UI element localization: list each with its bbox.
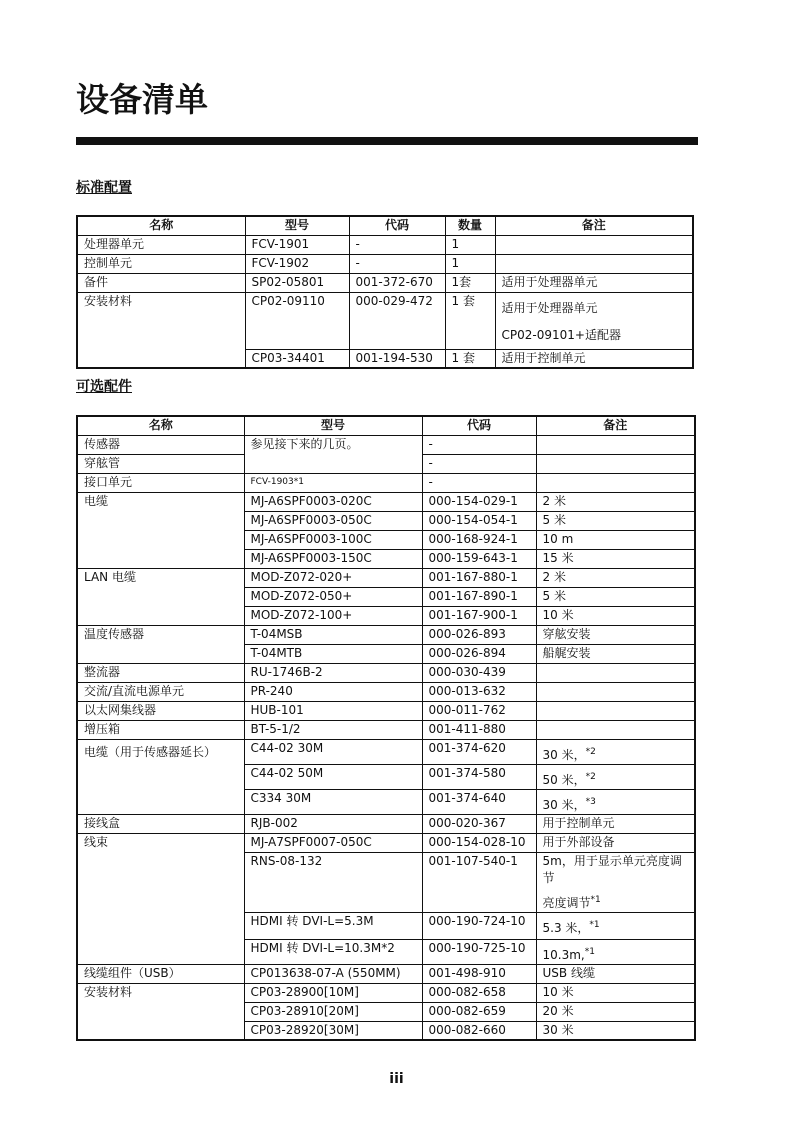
remarks-line: CP02-09101+适配器 bbox=[501, 327, 621, 342]
cell-remarks bbox=[536, 739, 695, 764]
table-header-row bbox=[77, 416, 695, 435]
table-row bbox=[77, 964, 695, 983]
table-row bbox=[77, 292, 693, 349]
cell-remarks bbox=[536, 912, 695, 939]
cell-name: 穿舷管 bbox=[77, 454, 244, 473]
remarks-text: 5m，用于显示单元亮度调节 bbox=[542, 853, 682, 885]
cell-code: 000-190-724-10 bbox=[422, 912, 536, 939]
header-model: 型号 bbox=[245, 216, 349, 235]
cell-qty: 1 套 bbox=[445, 292, 495, 349]
remarks-line bbox=[543, 892, 689, 912]
remarks-text: 亮度调节 bbox=[542, 895, 591, 910]
cell-model: CP03-28920[30M] bbox=[244, 1021, 422, 1040]
table-row bbox=[77, 435, 695, 454]
page-title: 设备清单 bbox=[76, 80, 208, 119]
cell-model: CP03-34401 bbox=[245, 349, 349, 368]
cell-name: 电缆 bbox=[77, 492, 244, 568]
header-name: 名称 bbox=[77, 416, 244, 435]
cell-model: CP03-28910[20M] bbox=[244, 1002, 422, 1021]
cell-remarks: 用于外部设备 bbox=[536, 833, 695, 852]
table-row bbox=[77, 983, 695, 1002]
table-row bbox=[77, 682, 695, 701]
cell-name: 安装材料 bbox=[77, 292, 245, 368]
table-row bbox=[77, 720, 695, 739]
cell-remarks: 10 m bbox=[536, 530, 695, 549]
cell-name: 传感器 bbox=[77, 435, 244, 454]
cell-name: 接口单元 bbox=[77, 473, 244, 492]
cell-remarks bbox=[536, 789, 695, 814]
footnote-mark: *1 bbox=[589, 919, 600, 930]
cell-code: 001-498-910 bbox=[422, 964, 536, 983]
cell-model: MJ-A6SPF0003-050C bbox=[244, 511, 422, 530]
footnote-mark: *1 bbox=[584, 946, 595, 957]
cell-model: FCV-1902 bbox=[245, 254, 349, 273]
remarks-text: 50 米， bbox=[542, 772, 586, 787]
cell-remarks: 5 米 bbox=[536, 587, 695, 606]
cell-qty: 1 套 bbox=[445, 349, 495, 368]
cell-code: 001-107-540-1 bbox=[422, 852, 536, 912]
cell-code: 000-082-658 bbox=[422, 983, 536, 1002]
cell-model: HUB-101 bbox=[244, 701, 422, 720]
cell-model: MOD-Z072-050+ bbox=[244, 587, 422, 606]
remarks-text: 30 米， bbox=[542, 747, 586, 762]
footnote-mark: *2 bbox=[585, 771, 596, 782]
cell-remarks: 用于控制单元 bbox=[536, 814, 695, 833]
cell-model: 参见接下来的几页。 bbox=[244, 435, 422, 473]
cell-code: 001-167-880-1 bbox=[422, 568, 536, 587]
cell-model: MOD-Z072-100+ bbox=[244, 606, 422, 625]
cell-remarks bbox=[495, 254, 693, 273]
cell-remarks bbox=[536, 720, 695, 739]
cell-code: 000-154-054-1 bbox=[422, 511, 536, 530]
table-row bbox=[77, 833, 695, 852]
header-qty: 数量 bbox=[445, 216, 495, 235]
title-rule bbox=[76, 137, 698, 145]
cell-code: 000-154-028-10 bbox=[422, 833, 536, 852]
cell-model: CP013638-07-A (550MM) bbox=[244, 964, 422, 983]
cell-name: 温度传感器 bbox=[77, 625, 244, 663]
table-row bbox=[77, 568, 695, 587]
cell-code: - bbox=[349, 254, 445, 273]
optional-heading: 可选配件 bbox=[76, 379, 132, 395]
table-row bbox=[77, 701, 695, 720]
cell-remarks: 5 米 bbox=[536, 511, 695, 530]
standard-heading: 标准配置 bbox=[76, 180, 132, 196]
cell-name: LAN 电缆 bbox=[77, 568, 244, 625]
cell-remarks bbox=[536, 454, 695, 473]
cell-model: MJ-A7SPF0007-050C bbox=[244, 833, 422, 852]
cell-code: 000-159-643-1 bbox=[422, 549, 536, 568]
cell-remarks: 10 米 bbox=[536, 983, 695, 1002]
header-code: 代码 bbox=[349, 216, 445, 235]
cell-model: MJ-A6SPF0003-150C bbox=[244, 549, 422, 568]
cell-remarks: 适用于处理器单元 bbox=[495, 273, 693, 292]
cell-model: T-04MTB bbox=[244, 644, 422, 663]
cell-name: 线缆组件（USB） bbox=[77, 964, 244, 983]
cell-code: 001-372-670 bbox=[349, 273, 445, 292]
cell-remarks: 船艉安装 bbox=[536, 644, 695, 663]
cell-remarks: 2 米 bbox=[536, 568, 695, 587]
cell-code: 000-020-367 bbox=[422, 814, 536, 833]
cell-remarks: 30 米 bbox=[536, 1021, 695, 1040]
cell-remarks bbox=[495, 292, 693, 349]
cell-name: 整流器 bbox=[77, 663, 244, 682]
cell-remarks: 适用于控制单元 bbox=[495, 349, 693, 368]
cell-name: 交流/直流电源单元 bbox=[77, 682, 244, 701]
cell-code: - bbox=[422, 454, 536, 473]
cell-code: 001-374-620 bbox=[422, 739, 536, 764]
remarks-line: 适用于处理器单元 bbox=[501, 300, 598, 315]
table-row bbox=[77, 663, 695, 682]
remarks-text: 5.3 米， bbox=[542, 920, 590, 935]
cell-remarks: 15 米 bbox=[536, 549, 695, 568]
cell-model: MOD-Z072-020+ bbox=[244, 568, 422, 587]
cell-model: RU-1746B-2 bbox=[244, 663, 422, 682]
cell-remarks bbox=[536, 473, 695, 492]
table-row bbox=[77, 814, 695, 833]
cell-name: 线束 bbox=[77, 833, 244, 964]
cell-name: 控制单元 bbox=[77, 254, 245, 273]
cell-qty: 1 bbox=[445, 254, 495, 273]
cell-remarks bbox=[536, 764, 695, 789]
cell-remarks bbox=[536, 939, 695, 964]
cell-remarks bbox=[536, 852, 695, 912]
cell-code: 001-374-580 bbox=[422, 764, 536, 789]
cell-code: 000-026-894 bbox=[422, 644, 536, 663]
cell-model: BT-5-1/2 bbox=[244, 720, 422, 739]
cell-remarks: 穿舷安装 bbox=[536, 625, 695, 644]
cell-code: 000-029-472 bbox=[349, 292, 445, 349]
cell-code: 001-167-890-1 bbox=[422, 587, 536, 606]
cell-code: 000-026-893 bbox=[422, 625, 536, 644]
table-row bbox=[77, 235, 693, 254]
cell-remarks bbox=[536, 682, 695, 701]
cell-model: MJ-A6SPF0003-020C bbox=[244, 492, 422, 511]
header-model: 型号 bbox=[244, 416, 422, 435]
cell-name: 电缆（用于传感器延长） bbox=[77, 739, 244, 814]
cell-name: 安装材料 bbox=[77, 983, 244, 1040]
cell-code: - bbox=[422, 435, 536, 454]
cell-code: 000-011-762 bbox=[422, 701, 536, 720]
table-row bbox=[77, 492, 695, 511]
cell-code: 001-374-640 bbox=[422, 789, 536, 814]
header-code: 代码 bbox=[422, 416, 536, 435]
table-row bbox=[77, 473, 695, 492]
cell-model: CP02-09110 bbox=[245, 292, 349, 349]
cell-code: 000-168-924-1 bbox=[422, 530, 536, 549]
table-row bbox=[77, 739, 695, 764]
cell-remarks: 2 米 bbox=[536, 492, 695, 511]
cell-name: 以太网集线器 bbox=[77, 701, 244, 720]
optional-table bbox=[76, 415, 696, 1041]
standard-table bbox=[76, 215, 694, 369]
cell-name: 接线盒 bbox=[77, 814, 244, 833]
footnote-mark: *1 bbox=[590, 894, 601, 905]
header-remarks: 备注 bbox=[495, 216, 693, 235]
remarks-text: 30 米， bbox=[542, 797, 586, 812]
cell-model: FCV-1901 bbox=[245, 235, 349, 254]
cell-model: RNS-08-132 bbox=[244, 852, 422, 912]
header-remarks: 备注 bbox=[536, 416, 695, 435]
cell-model: PR-240 bbox=[244, 682, 422, 701]
footnote-mark: *3 bbox=[585, 796, 596, 807]
cell-remarks bbox=[536, 435, 695, 454]
header-name: 名称 bbox=[77, 216, 245, 235]
cell-qty: 1套 bbox=[445, 273, 495, 292]
cell-model: SP02-05801 bbox=[245, 273, 349, 292]
cell-model: HDMI 转 DVI-L=5.3M bbox=[244, 912, 422, 939]
cell-model: MJ-A6SPF0003-100C bbox=[244, 530, 422, 549]
cell-remarks bbox=[536, 701, 695, 720]
cell-model: T-04MSB bbox=[244, 625, 422, 644]
table-header-row bbox=[77, 216, 693, 235]
cell-model: RJB-002 bbox=[244, 814, 422, 833]
cell-code: 001-167-900-1 bbox=[422, 606, 536, 625]
cell-code: 000-030-439 bbox=[422, 663, 536, 682]
cell-code: 000-013-632 bbox=[422, 682, 536, 701]
cell-model: C334 30M bbox=[244, 789, 422, 814]
cell-name: 处理器单元 bbox=[77, 235, 245, 254]
cell-code: - bbox=[349, 235, 445, 254]
cell-model: FCV-1903*1 bbox=[244, 473, 422, 492]
cell-code: - bbox=[422, 473, 536, 492]
cell-code: 001-411-880 bbox=[422, 720, 536, 739]
cell-code: 000-190-725-10 bbox=[422, 939, 536, 964]
cell-model: C44-02 30M bbox=[244, 739, 422, 764]
table-row bbox=[77, 625, 695, 644]
cell-remarks: USB 线缆 bbox=[536, 964, 695, 983]
cell-model: CP03-28900[10M] bbox=[244, 983, 422, 1002]
cell-name: 备件 bbox=[77, 273, 245, 292]
cell-name: 增压箱 bbox=[77, 720, 244, 739]
cell-code: 001-194-530 bbox=[349, 349, 445, 368]
cell-qty: 1 bbox=[445, 235, 495, 254]
table-row bbox=[77, 273, 693, 292]
cell-remarks: 10 米 bbox=[536, 606, 695, 625]
cell-remarks bbox=[536, 663, 695, 682]
cell-code: 000-154-029-1 bbox=[422, 492, 536, 511]
cell-model: C44-02 50M bbox=[244, 764, 422, 789]
page-number: iii bbox=[389, 1071, 404, 1087]
cell-code: 000-082-659 bbox=[422, 1002, 536, 1021]
cell-remarks: 20 米 bbox=[536, 1002, 695, 1021]
footnote-mark: *2 bbox=[585, 746, 596, 757]
table-row bbox=[77, 254, 693, 273]
cell-model: HDMI 转 DVI-L=10.3M*2 bbox=[244, 939, 422, 964]
cell-code: 000-082-660 bbox=[422, 1021, 536, 1040]
remarks-text: 10.3m, bbox=[542, 947, 585, 962]
cell-remarks bbox=[495, 235, 693, 254]
